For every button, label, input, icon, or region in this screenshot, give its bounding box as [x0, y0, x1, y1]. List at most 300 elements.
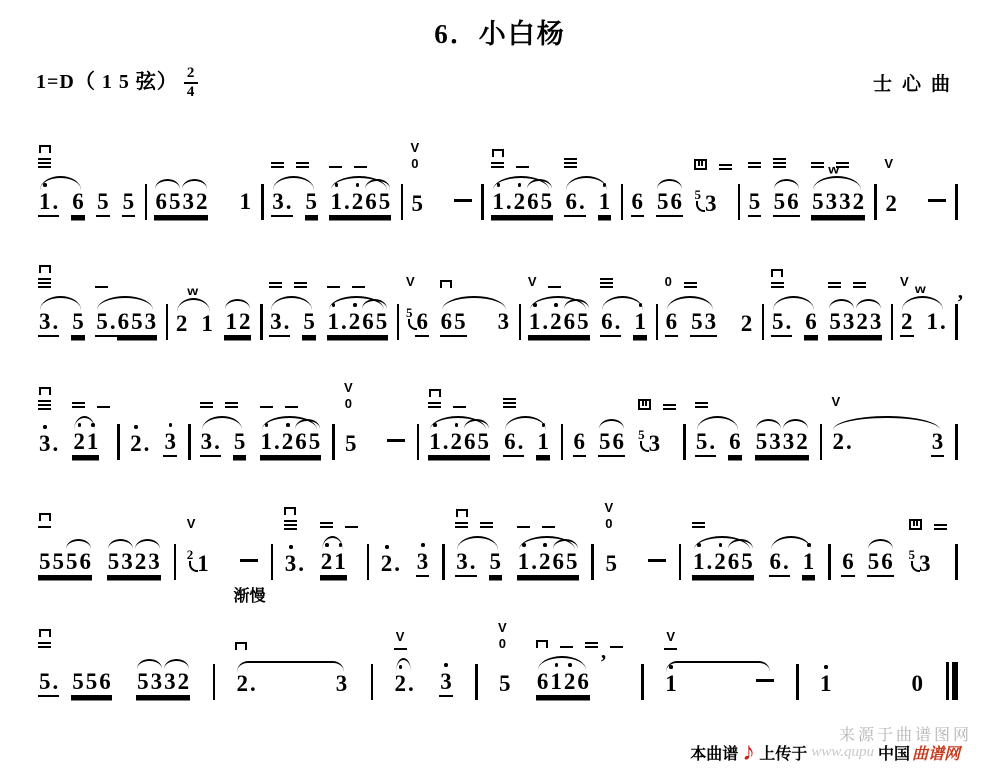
beat-group	[38, 310, 59, 337]
digit: .	[52, 669, 59, 695]
digit: 2	[856, 309, 868, 335]
up-bow-icon: V	[343, 380, 353, 396]
note-group	[198, 368, 251, 466]
articulation-marks	[603, 490, 614, 530]
articulation-marks	[318, 488, 358, 528]
articulation-marks	[663, 248, 697, 288]
articulation-marks	[767, 488, 769, 528]
mark-stack	[605, 501, 614, 530]
digit: .	[517, 429, 524, 455]
note-digits	[748, 190, 762, 217]
digit: 1	[197, 551, 209, 577]
note-digits	[284, 552, 305, 577]
digit: 2	[714, 550, 726, 573]
finger-1-mark	[327, 284, 340, 288]
slur-arc	[97, 296, 153, 310]
digit: 3	[782, 429, 795, 455]
digit: .	[442, 429, 449, 455]
articulation-marks	[282, 490, 297, 530]
note-body	[378, 532, 405, 586]
note-digits	[163, 430, 177, 457]
note-group	[629, 128, 688, 226]
note-group	[438, 248, 515, 346]
barline	[367, 544, 370, 580]
up-bow-icon: V	[884, 156, 894, 172]
beat-group	[233, 430, 247, 457]
note-body	[185, 532, 262, 586]
beat-group	[727, 550, 754, 577]
beat-group	[563, 310, 590, 337]
finger-1-mark	[97, 404, 110, 408]
note-group	[898, 248, 964, 346]
beat-group	[573, 430, 587, 457]
tie-arc	[829, 299, 854, 309]
articulation-marks	[636, 370, 676, 410]
digit: 6	[527, 189, 539, 215]
site-name-red: 曲谱网	[911, 745, 960, 763]
note-digits	[269, 310, 316, 337]
digit: 6	[665, 309, 678, 335]
beat-group	[769, 550, 790, 577]
note-group	[692, 130, 732, 226]
digit: 6	[881, 549, 893, 575]
digit: 6	[631, 189, 644, 215]
digit: 6	[295, 429, 307, 455]
octave-dot	[286, 423, 290, 427]
digit: 1	[926, 309, 939, 335]
barline	[145, 184, 148, 220]
beat-group	[440, 310, 467, 337]
note-body	[753, 410, 813, 466]
digit: 1	[39, 190, 51, 213]
beat-group	[526, 190, 553, 217]
down-bow-icon	[39, 145, 51, 153]
slur-arc	[566, 176, 607, 190]
up-bow-icon: V	[405, 274, 415, 290]
finger-2-mark	[934, 522, 947, 530]
digit: 1	[239, 189, 251, 215]
note-body	[826, 290, 886, 346]
beat-group	[802, 550, 816, 577]
beat-group	[911, 672, 925, 697]
articulation-marks	[598, 248, 613, 288]
note-group	[409, 130, 477, 226]
note-digits	[129, 432, 150, 457]
beat-group	[200, 312, 214, 337]
note-group	[515, 488, 583, 586]
digit: 5	[771, 309, 784, 335]
beat-group	[600, 310, 621, 337]
finger-2-mark	[585, 640, 598, 648]
finger-2-mark	[748, 160, 761, 168]
digit: 3	[270, 309, 282, 335]
octave-dot	[522, 543, 526, 547]
note-digits	[95, 310, 157, 337]
mark-stack	[187, 517, 196, 530]
beat-group	[690, 310, 717, 337]
tie-arc	[362, 299, 387, 309]
note-group	[526, 248, 594, 346]
up-bow-icon: V	[831, 394, 841, 410]
note-body	[173, 284, 218, 346]
mark-stack	[528, 275, 537, 288]
grace-note: 5	[405, 305, 413, 321]
beat-group	[129, 432, 150, 457]
beat-group	[361, 310, 388, 337]
finger-2-mark	[225, 400, 238, 408]
articulation-marks	[36, 370, 51, 410]
barline	[213, 664, 216, 700]
mark-stack	[771, 269, 784, 288]
note-group	[342, 370, 410, 466]
digit: 3	[704, 309, 717, 335]
note-digits	[536, 670, 590, 697]
tie-arc	[728, 539, 753, 549]
octave-dot	[43, 425, 47, 429]
mark-stack	[235, 642, 247, 650]
barline	[656, 304, 659, 340]
finger-1-mark	[394, 646, 407, 650]
digit: 3	[497, 309, 510, 335]
note-body	[571, 410, 630, 466]
finger-1-mark	[542, 524, 555, 528]
note-group	[829, 368, 948, 466]
digit: .	[343, 189, 350, 215]
note-group	[767, 488, 820, 586]
beat-group	[692, 550, 727, 577]
beat-group	[224, 310, 251, 337]
breath-mark: ’	[956, 290, 964, 315]
up-bow-icon: V	[395, 629, 405, 645]
duration-dash	[756, 679, 774, 682]
note-body	[769, 290, 822, 346]
note-group	[325, 248, 393, 346]
finger-2-mark	[771, 280, 784, 288]
note-body	[809, 162, 869, 226]
note-group	[437, 608, 457, 706]
page-title: 6．小白杨	[434, 19, 566, 49]
digit: 1	[693, 550, 705, 573]
beat-group	[564, 190, 585, 217]
barline	[738, 184, 741, 220]
octave-dot	[719, 543, 723, 547]
note-group	[562, 128, 615, 226]
digit: 1	[634, 310, 646, 333]
octave-dot	[669, 665, 673, 669]
note-body	[258, 410, 326, 466]
articulation-marks	[769, 248, 784, 288]
articulation-marks	[36, 128, 51, 168]
note-group	[496, 610, 516, 706]
digit: 3	[931, 429, 944, 455]
finger-2-mark	[294, 280, 307, 288]
articulation-marks	[771, 128, 786, 168]
articulation-marks	[826, 248, 866, 288]
articulation-marks	[839, 488, 841, 528]
barline	[261, 184, 264, 220]
tie-arc	[527, 179, 552, 189]
note-body	[105, 530, 165, 586]
digit: 6	[729, 429, 741, 455]
digit: 2	[177, 669, 190, 695]
tie-arc	[182, 179, 207, 189]
down-bow-icon	[39, 265, 51, 273]
beat-group	[528, 310, 563, 337]
digit: .	[578, 189, 585, 215]
finger-2-mark	[828, 280, 841, 288]
note-digits	[380, 552, 401, 577]
octave-dot	[43, 183, 47, 187]
digit: 1	[550, 670, 562, 693]
tie-arc	[657, 179, 682, 189]
finger-3-mark	[503, 396, 516, 408]
digit: 2	[539, 550, 551, 573]
digit: 2	[321, 550, 333, 573]
note-digits	[819, 672, 924, 697]
digit: 3	[150, 669, 163, 695]
digit: 2	[885, 191, 897, 217]
digit: 5	[168, 189, 181, 215]
octave-dot	[134, 425, 138, 429]
note-group	[746, 128, 766, 226]
beat-group	[163, 670, 190, 697]
note-digits	[828, 310, 882, 337]
octave-dot	[169, 423, 173, 427]
octave-dot	[289, 545, 293, 549]
note-body	[414, 530, 434, 586]
tie-arc	[295, 419, 320, 429]
note-body	[907, 532, 936, 586]
note-group	[161, 368, 181, 466]
note-group	[726, 250, 758, 346]
beat-group	[819, 672, 833, 697]
note-group	[378, 490, 405, 586]
digit: 5	[454, 309, 466, 335]
octave-dot	[555, 663, 559, 667]
digit: 3	[148, 549, 160, 575]
note-body	[562, 170, 615, 226]
note-group	[636, 370, 676, 466]
url-watermark: www.qupu	[811, 743, 874, 760]
beat-group	[748, 190, 762, 217]
note-digits	[107, 550, 161, 577]
mark-stack	[498, 621, 507, 650]
barline	[371, 664, 374, 700]
note-body	[267, 290, 320, 346]
digit: .	[298, 551, 304, 577]
digit: 6	[573, 429, 586, 455]
barline	[621, 184, 624, 220]
trill-mark: w	[828, 162, 839, 177]
tie-arc	[756, 419, 781, 429]
barline	[679, 544, 682, 580]
note-body	[603, 532, 671, 586]
octave-dot	[497, 183, 501, 187]
note-digits	[271, 190, 318, 217]
grace-note: 5	[638, 427, 645, 443]
digit: 5	[39, 669, 51, 695]
digit: .	[249, 671, 256, 697]
beat-group	[196, 552, 210, 577]
slur-arc	[771, 536, 812, 550]
digit: 5	[577, 309, 589, 335]
beat-group	[439, 670, 453, 697]
articulation-marks	[898, 248, 909, 288]
digit: 6	[727, 549, 740, 575]
finger-2-mark	[853, 280, 866, 288]
beat-group	[134, 550, 161, 577]
articulation-marks	[267, 248, 307, 288]
digit: 1	[599, 190, 611, 213]
note-body	[233, 652, 352, 706]
beat-group	[771, 310, 792, 337]
note-group	[501, 368, 554, 466]
mark-stack	[406, 275, 415, 288]
slur-arc	[396, 658, 411, 672]
note-digits	[564, 190, 611, 217]
mark-stack	[664, 630, 677, 650]
slur-arc	[773, 296, 814, 310]
digit: .	[542, 309, 549, 335]
digit: .	[845, 429, 852, 455]
note-body	[325, 290, 393, 346]
finger-2-mark	[455, 520, 468, 528]
note-group	[663, 248, 722, 346]
digit: 3	[825, 189, 838, 215]
digit: 6	[805, 309, 817, 335]
tempo-mark: 渐慢	[233, 588, 266, 606]
finger-4-mark	[638, 399, 651, 410]
barline	[475, 664, 478, 700]
beat-group	[648, 432, 662, 457]
note-group	[392, 610, 419, 706]
barline	[591, 544, 594, 580]
trill-mark: w	[914, 282, 925, 297]
digit: 5	[122, 189, 135, 215]
beat-group	[782, 430, 809, 457]
digit: 6	[612, 429, 625, 455]
beat-group	[665, 310, 679, 337]
beat-group	[122, 190, 136, 217]
finger-1-mark	[517, 524, 530, 528]
beat-group	[238, 190, 252, 215]
articulation-marks	[325, 248, 365, 288]
digit: .	[783, 549, 789, 575]
note-body	[515, 530, 583, 586]
tie-arc	[135, 539, 160, 549]
note-group	[771, 128, 804, 226]
trill-mark: w	[187, 284, 198, 299]
finger-1-mark	[516, 164, 529, 168]
finger-3-mark	[564, 156, 577, 168]
tie-arc	[553, 539, 578, 549]
note-digits	[638, 427, 661, 457]
digit: 2	[852, 189, 865, 215]
note-group	[693, 368, 746, 466]
digit: .	[143, 431, 150, 457]
note-digits	[344, 432, 406, 457]
note-group	[70, 368, 110, 466]
barline	[641, 664, 644, 700]
beat-group	[235, 672, 256, 697]
articulation-marks	[342, 370, 353, 410]
articulation-marks	[36, 608, 51, 648]
digit: 6	[72, 189, 84, 215]
digit: 1	[330, 190, 342, 213]
note-body	[36, 290, 89, 346]
digit: 2	[175, 311, 188, 337]
note-group	[269, 128, 322, 226]
digit: 3	[182, 189, 194, 215]
articulation-marks	[426, 368, 466, 408]
articulation-marks	[453, 488, 493, 528]
beat-group	[72, 430, 99, 457]
octave-dot	[533, 303, 537, 307]
note-digits	[224, 310, 251, 337]
slur-arc	[813, 176, 861, 190]
finger-2-mark	[428, 400, 441, 408]
beat-group	[804, 310, 818, 337]
finger-2-mark	[480, 520, 493, 528]
digit: 6	[552, 549, 564, 575]
note-body	[534, 650, 607, 706]
digit: 6	[536, 669, 549, 695]
articulation-marks	[662, 610, 677, 650]
note-digits	[38, 190, 85, 217]
beat-group	[327, 310, 362, 337]
beat-group	[704, 192, 718, 217]
mark-stack	[831, 395, 840, 408]
digit: 2	[130, 432, 142, 455]
slur-arc	[667, 296, 714, 310]
tie-arc	[783, 419, 808, 429]
beat-group	[828, 310, 855, 337]
articulation-marks	[753, 368, 755, 408]
footer-credit	[690, 737, 960, 767]
breath-mark: ’	[599, 650, 607, 675]
digit: 5	[72, 669, 84, 695]
articulation-marks	[70, 368, 110, 408]
articulation-marks	[134, 608, 136, 648]
note-digits	[528, 310, 590, 337]
articulation-marks	[269, 128, 309, 168]
digit: 2	[395, 672, 407, 695]
articulation-marks	[489, 128, 529, 168]
articulation-marks	[690, 488, 705, 528]
note-group	[233, 588, 352, 706]
digit: 2	[832, 429, 844, 455]
beat-group	[463, 430, 490, 457]
duration-dash	[387, 439, 405, 442]
mark-stack	[428, 389, 441, 408]
up-bow-icon: V	[900, 274, 909, 290]
note-body	[342, 412, 410, 466]
note-group	[662, 610, 778, 706]
octave-dot	[385, 545, 389, 549]
open-string-mark: 0	[498, 636, 506, 652]
digit: 5	[97, 189, 109, 215]
beat-group	[38, 550, 65, 577]
tie-arc	[464, 419, 489, 429]
note-body	[327, 170, 395, 226]
note-body	[127, 412, 154, 466]
digit: 2	[514, 190, 526, 213]
beat-group	[536, 430, 550, 457]
note-digits	[900, 310, 947, 337]
articulation-marks	[501, 368, 516, 408]
beat-group	[269, 310, 290, 337]
note-group	[534, 608, 623, 706]
